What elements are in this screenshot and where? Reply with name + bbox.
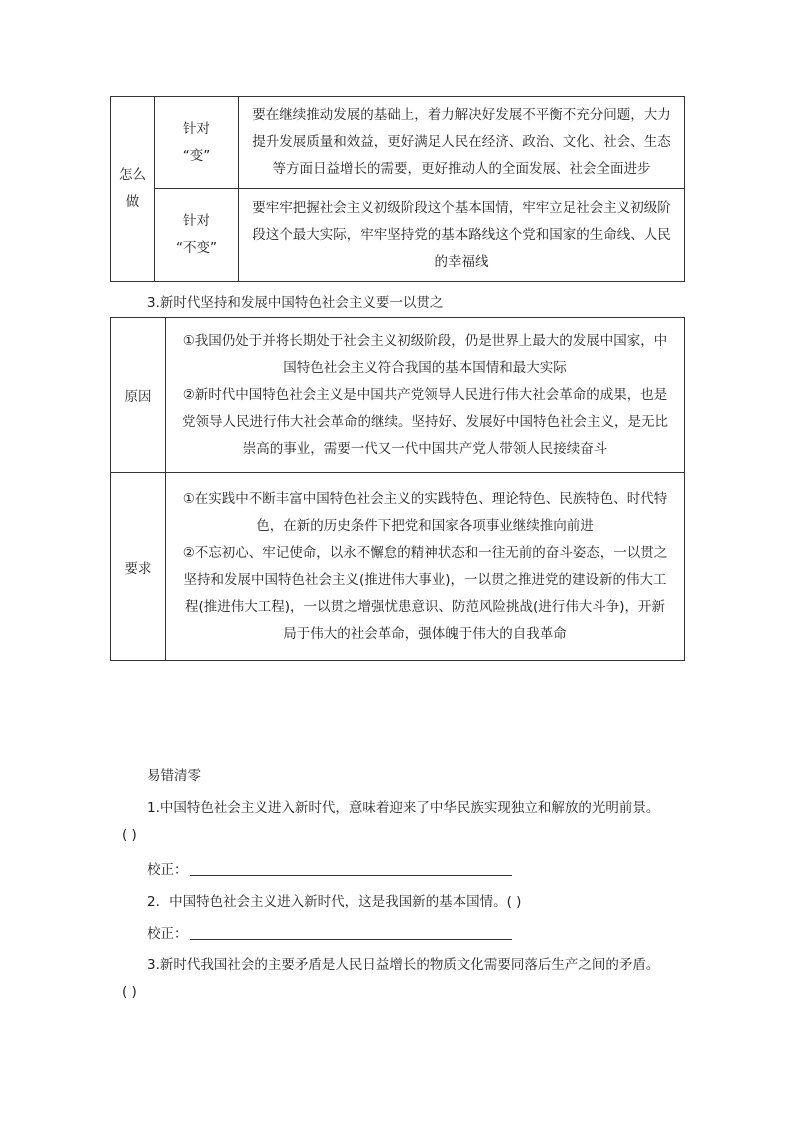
content-line: 程(推进伟大工程)，一以贯之增强忧患意识、防范风险挑战(进行伟大斗争)，开新 [184, 598, 666, 615]
label-cell: 原因 [111, 318, 166, 473]
table-row [111, 189, 685, 282]
label-line: “不变” [176, 240, 217, 256]
content-line: 崇高的事业，需要一代又一代中国共产党人带领人民接续奋斗 [242, 440, 608, 457]
label-cell: 要求 [111, 473, 166, 661]
content-line: ①在实践中不断丰富中国特色社会主义的实践特色、理论特色、民族特色、时代特 [182, 490, 668, 507]
question-3-answer-paren[interactable]: ( ) [122, 984, 137, 1000]
question-3: 3.新时代我国社会的主要矛盾是人民日益增长的物质文化需要同落后生产之间的矛盾。 [147, 957, 660, 973]
table-how-to-do [110, 96, 685, 282]
content-cell [239, 97, 685, 189]
content-line: 局于伟大的社会革命，强体魄于伟大的自我革命 [283, 625, 567, 642]
content-line: ①我国仍处于并将长期处于社会主义初级阶段，仍是世界上最大的发展中国家，中 [182, 332, 668, 349]
content-line: 等方面日益增长的需要，更好推动人的全面发展、社会全面进步 [272, 161, 651, 177]
content-line: ②不忘初心、牢记使命，以永不懈怠的精神状态和一往无前的奋斗姿态，一以贯之 [182, 544, 668, 561]
row-header-cell [111, 97, 155, 282]
label-line: “变” [182, 147, 211, 164]
content-line: 坚持和发展中国特色社会主义(推进伟大事业)，一以贯之推进党的建设新的伟大工 [183, 571, 667, 588]
content-cell [239, 189, 685, 282]
section-title: 3.新时代坚持和发展中国特色社会主义要一以贯之 [147, 295, 444, 311]
label-line: 针对 [183, 213, 210, 229]
content-line: 提升发展质量和效益，更好满足人民在经济、政治、文化、社会、生态 [252, 134, 671, 150]
table-row [111, 97, 685, 189]
correction-label: 校正： [147, 926, 188, 942]
correction-1 [147, 858, 512, 878]
content-line: 段这个最大实际，牢牢坚持党的基本路线这个党和国家的生命线、人民 [252, 226, 671, 243]
content-line: 要在继续推动发展的基础上，着力解决好发展不平衡不充分问题，大力 [252, 107, 671, 123]
question-1-answer-paren[interactable]: ( ) [122, 827, 137, 843]
label-cell [155, 97, 239, 189]
label-cell [155, 189, 239, 282]
content-line: 要牢牢把握社会主义初级阶段这个基本国情，牢牢立足社会主义初级阶 [252, 199, 671, 216]
row-header-line: 做 [125, 194, 140, 210]
content-line: ②新时代中国特色社会主义是中国共产党领导人民进行伟大社会革命的成果，也是 [182, 386, 668, 403]
correction-2 [147, 922, 512, 942]
row-header-line: 怎么 [119, 167, 146, 183]
content-cell [166, 318, 685, 473]
question-2: 2．中国特色社会主义进入新时代，这是我国新的基本国情。( ) [147, 894, 522, 910]
correction-label: 校正： [147, 862, 188, 878]
content-line: 党领导人民进行伟大社会革命的继续。坚持好、发展好中国特色社会主义，是无比 [182, 413, 668, 430]
content-line: 色，在新的历史条件下把党和国家各项事业继续推向前进 [256, 517, 594, 534]
content-cell [166, 473, 685, 661]
correction-1-input-line[interactable] [190, 861, 512, 876]
content-line: 国特色社会主义符合我国的基本国情和最大实际 [283, 359, 567, 376]
table-row [111, 473, 685, 661]
table-consistency [110, 317, 685, 661]
label-line: 针对 [183, 120, 210, 137]
errors-heading: 易错清零 [147, 768, 201, 784]
content-line: 的幸福线 [434, 253, 489, 270]
question-1: 1.中国特色社会主义进入新时代，意味着迎来了中华民族实现独立和解放的光明前景。 [147, 800, 660, 816]
correction-2-input-line[interactable] [190, 925, 512, 940]
table-row [111, 318, 685, 473]
